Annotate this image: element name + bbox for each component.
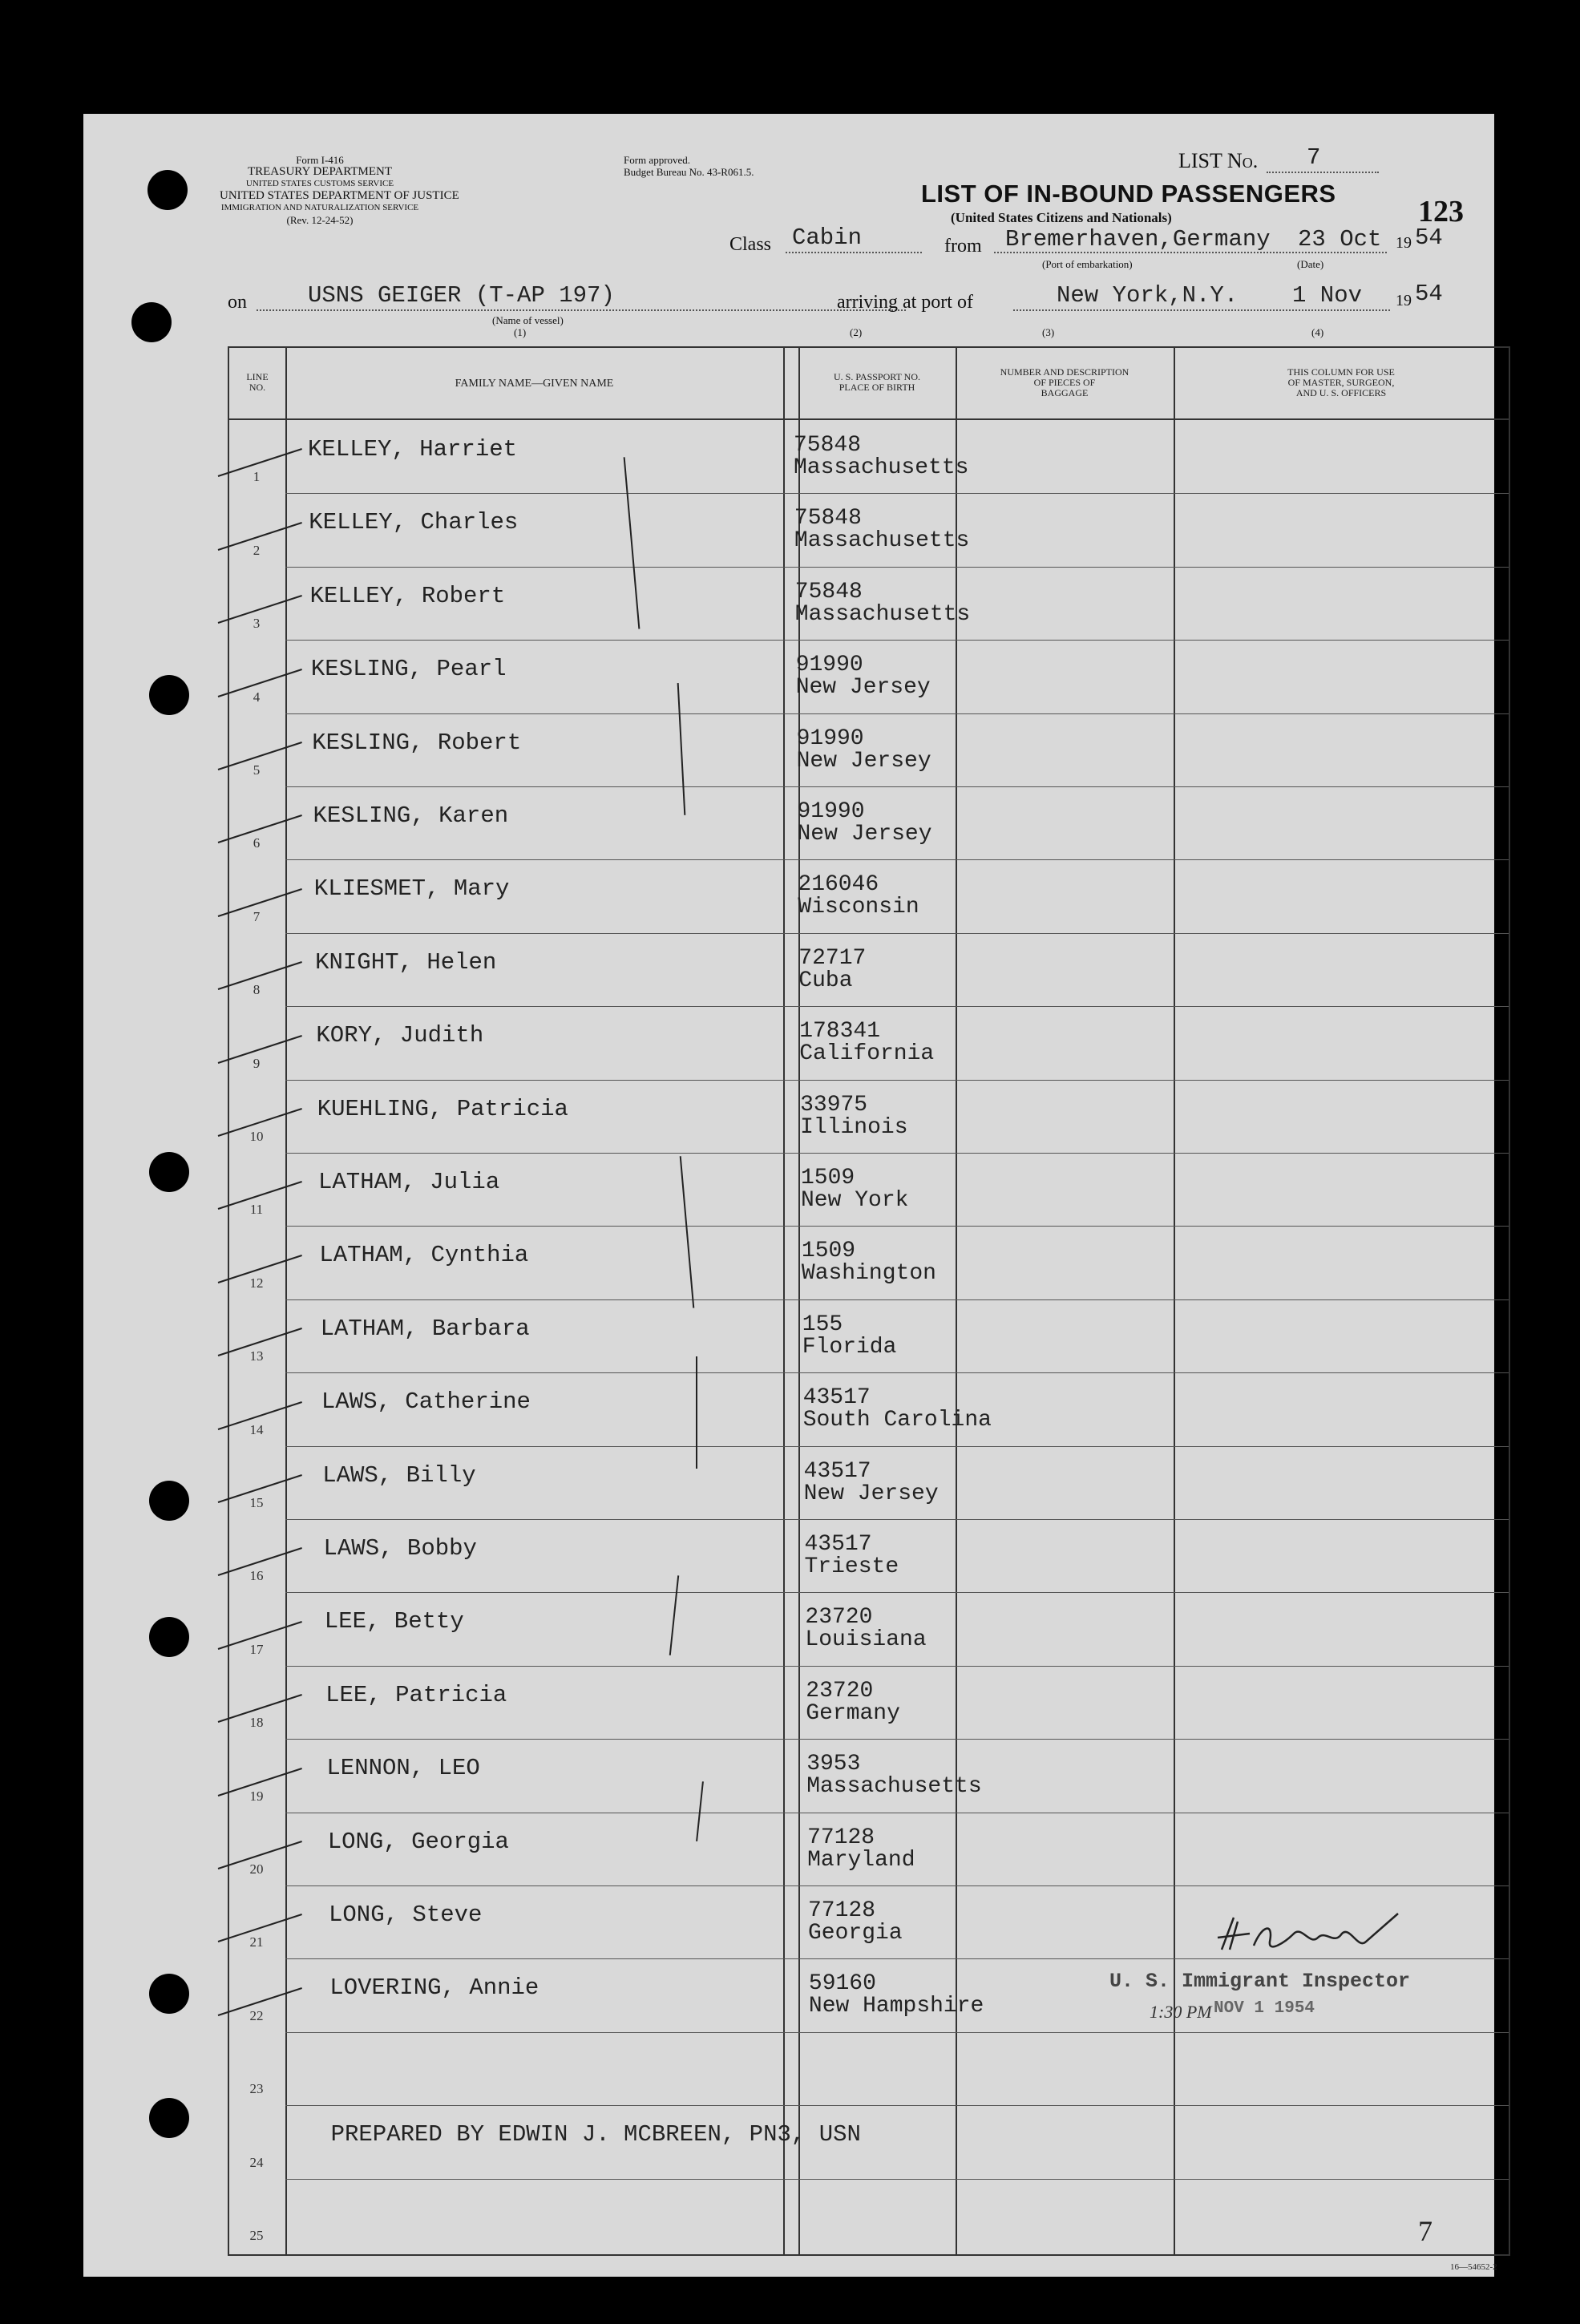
- vessel-caption: (Name of vessel): [492, 314, 564, 326]
- vessel-line: [257, 309, 906, 311]
- passenger-name: LATHAM, Cynthia: [319, 1242, 529, 1269]
- line-number: 10: [249, 1129, 264, 1144]
- row-rule: [285, 567, 1509, 568]
- place-of-birth: New Jersey: [796, 748, 931, 774]
- ink-mark: [696, 1356, 697, 1469]
- from-label: from: [944, 236, 982, 257]
- row-rule: [285, 1885, 1509, 1886]
- col-num-3: (3): [1042, 326, 1055, 338]
- form-number: Form I-416: [296, 154, 344, 166]
- line-number: 14: [249, 1421, 264, 1437]
- line-number: 8: [253, 982, 261, 998]
- line-number: 4: [253, 689, 261, 705]
- place-of-birth: Massachusetts: [794, 455, 969, 480]
- col-num-1: (1): [514, 326, 527, 338]
- place-of-birth: California: [799, 1041, 935, 1067]
- line-number: 18: [249, 1715, 264, 1731]
- row-rule: [285, 640, 1509, 641]
- passenger-name: LATHAM, Barbara: [320, 1315, 530, 1342]
- passenger-name: KELLEY, Harriet: [308, 436, 518, 463]
- form-sheet: [83, 114, 1497, 2277]
- page-number: 123: [1418, 195, 1464, 228]
- place-of-birth: Massachusetts: [794, 528, 970, 554]
- form-approved: Form approved.: [624, 154, 691, 166]
- date-caption: (Date): [1297, 258, 1324, 270]
- passport-number: 155: [802, 1312, 843, 1337]
- row-rule: [285, 493, 1509, 494]
- row-rule: [285, 1372, 1509, 1373]
- list-no-line: [1267, 172, 1379, 173]
- passport-number: 1509: [801, 1166, 855, 1190]
- passport-number: 59160: [808, 1971, 876, 1997]
- arrival-date: 1 Nov: [1292, 282, 1363, 309]
- passenger-name: KORY, Judith: [316, 1022, 484, 1049]
- passenger-name: LAWS, Bobby: [323, 1535, 477, 1562]
- place-of-birth: Wisconsin: [798, 895, 919, 920]
- row-rule: [285, 1153, 1509, 1154]
- approval-block: [624, 154, 754, 178]
- passport-number: 75848: [794, 579, 863, 604]
- place-of-birth: Louisiana: [805, 1627, 927, 1653]
- place-of-birth: Maryland: [807, 1847, 915, 1873]
- line-number: 1: [253, 469, 261, 485]
- passport-number: 1509: [801, 1239, 856, 1264]
- place-of-birth: Massachusetts: [794, 601, 971, 627]
- line-number: 20: [249, 1861, 264, 1877]
- embarkation-caption: (Port of embarkation): [1042, 258, 1133, 270]
- passenger-name: LAWS, Billy: [322, 1461, 476, 1489]
- passenger-name: KESLING, Karen: [313, 802, 509, 829]
- header-name: FAMILY NAME—GIVEN NAME: [455, 378, 614, 390]
- passenger-name: KELLEY, Robert: [309, 582, 506, 609]
- place-of-birth: Trieste: [804, 1554, 899, 1579]
- header-line-no: LINE NO.: [246, 371, 269, 393]
- passport-number: 178341: [799, 1019, 881, 1045]
- row-rule: [285, 1592, 1509, 1593]
- passport-number: 91990: [796, 725, 864, 751]
- row-rule: [285, 1080, 1509, 1081]
- passport-number: 75848: [794, 506, 862, 531]
- punch-hole: [149, 1974, 189, 2014]
- ins: IMMIGRATION AND NATURALIZATION SERVICE: [220, 203, 419, 212]
- treasury-dept: TREASURY DEPARTMENT: [247, 165, 393, 178]
- line-number: 6: [253, 835, 261, 851]
- arrival-port: New York,N.Y.: [1057, 282, 1239, 309]
- line-number: 17: [249, 1641, 264, 1657]
- col-num-4: (4): [1311, 326, 1324, 338]
- passport-number: 23720: [806, 1678, 874, 1704]
- form-title: LIST OF IN-BOUND PASSENGERS: [921, 180, 1336, 208]
- line-number: 12: [249, 1275, 264, 1291]
- on-label: on: [228, 292, 247, 313]
- header-rule: [229, 418, 1509, 420]
- place-of-birth: Florida: [802, 1334, 897, 1360]
- place-of-birth: Georgia: [808, 1921, 903, 1946]
- place-of-birth: New Jersey: [795, 675, 931, 701]
- row-rule: [285, 933, 1509, 934]
- passenger-name: LATHAM, Julia: [318, 1169, 500, 1195]
- list-label: LIST No.: [1178, 149, 1259, 172]
- list-number: 7: [1307, 144, 1321, 171]
- line-number: 24: [249, 2154, 264, 2170]
- place-of-birth: Illinois: [800, 1114, 908, 1140]
- passenger-name: PREPARED BY EDWIN J. MCBREEN, PN3, USN: [330, 2121, 861, 2148]
- place-of-birth: Massachusetts: [806, 1774, 982, 1800]
- stamp-time: 1:30 PM: [1150, 2002, 1212, 2022]
- col-divider: [956, 346, 957, 2256]
- passport-number: 33975: [800, 1092, 868, 1118]
- line-number: 5: [253, 762, 261, 778]
- row-rule: [285, 786, 1509, 787]
- row-rule: [285, 2105, 1509, 2106]
- passenger-name: LENNON, LEO: [326, 1755, 480, 1782]
- arrival-year: 54: [1415, 281, 1443, 307]
- form-block: [220, 154, 459, 226]
- place-of-birth: Germany: [806, 1700, 900, 1726]
- col-num-2: (2): [850, 326, 863, 338]
- embarkation-date: 23 Oct: [1298, 226, 1382, 253]
- inspector-stamp: U. S. Immigrant Inspector: [1109, 1970, 1411, 1993]
- row-rule: [285, 713, 1509, 714]
- row-rule: [285, 1666, 1509, 1667]
- punch-hole: [131, 302, 172, 342]
- vessel-name: USNS GEIGER (T-AP 197): [308, 282, 615, 309]
- passenger-name: LEE, Betty: [324, 1608, 464, 1635]
- header-baggage: NUMBER AND DESCRIPTION OF PIECES OF BAGGAGE: [1000, 366, 1129, 398]
- revision: (Rev. 12-24-52): [286, 214, 354, 226]
- row-rule: [285, 2179, 1509, 2180]
- line-number: 2: [253, 542, 261, 558]
- passenger-name: LEE, Patricia: [325, 1681, 507, 1708]
- passenger-name: LOVERING, Annie: [329, 1974, 539, 2002]
- line-number: 15: [249, 1495, 264, 1510]
- place-of-birth: New Jersey: [803, 1481, 939, 1506]
- punch-hole: [149, 675, 189, 715]
- arrival-line: [1013, 309, 1390, 311]
- col-divider: [285, 346, 287, 2256]
- line-number: 13: [249, 1348, 264, 1364]
- line-number: 9: [253, 1055, 261, 1071]
- passport-number: 91990: [795, 653, 863, 678]
- passenger-name: LONG, Steve: [329, 1902, 483, 1928]
- place-of-birth: New York: [801, 1188, 909, 1213]
- class-value: Cabin: [792, 224, 863, 251]
- passport-number: 72717: [798, 945, 867, 971]
- passport-number: 23720: [805, 1605, 873, 1631]
- line-number: 11: [249, 1202, 264, 1218]
- punch-hole: [147, 170, 188, 210]
- passport-number: 77128: [807, 1825, 875, 1850]
- passenger-name: LAWS, Catherine: [321, 1388, 531, 1416]
- header-passport: U. S. PASSPORT NO. PLACE OF BIRTH: [834, 371, 920, 393]
- place-of-birth: Washington: [801, 1261, 936, 1287]
- arrival-year-prefix: 19: [1396, 292, 1412, 309]
- line-number: 16: [249, 1568, 264, 1584]
- punch-hole: [149, 2098, 189, 2138]
- passport-number: 77128: [808, 1898, 876, 1923]
- punch-hole: [149, 1617, 189, 1657]
- passenger-name: KESLING, Pearl: [310, 656, 507, 683]
- place-of-birth: South Carolina: [802, 1408, 992, 1433]
- passport-number: 91990: [797, 799, 865, 824]
- stamp-date: NOV 1 1954: [1214, 1999, 1315, 2018]
- row-rule: [285, 1519, 1509, 1520]
- budget-bureau: Budget Bureau No. 43-R061.5.: [624, 166, 754, 178]
- place-of-birth: New Hampshire: [808, 1994, 984, 2019]
- class-label: Class: [729, 234, 772, 255]
- line-number: 21: [249, 1934, 264, 1950]
- form-subtitle: (United States Citizens and Nationals): [951, 210, 1172, 225]
- line-number: 3: [253, 616, 261, 632]
- punch-hole: [149, 1481, 189, 1521]
- embarkation-port: Bremerhaven,Germany: [1005, 226, 1271, 253]
- row-rule: [285, 1006, 1509, 1007]
- place-of-birth: New Jersey: [797, 822, 932, 847]
- passport-number: 43517: [802, 1385, 871, 1411]
- passenger-name: KNIGHT, Helen: [315, 948, 497, 976]
- passenger-name: KESLING, Robert: [312, 729, 522, 756]
- line-number: 22: [249, 2007, 264, 2023]
- embarkation-year: 54: [1415, 224, 1443, 251]
- arriving-label: arriving at port of: [837, 292, 973, 313]
- col-divider: [798, 346, 800, 2256]
- footer-code: 16—54652-2: [1450, 2262, 1497, 2272]
- row-rule: [285, 1226, 1509, 1227]
- header-officers: THIS COLUMN FOR USE OF MASTER, SURGEON, AND U. S. OFFICERS: [1287, 366, 1395, 398]
- line-number: 23: [249, 2081, 264, 2097]
- passenger-name: KLIESMET, Mary: [313, 875, 510, 903]
- row-rule: [285, 1299, 1509, 1300]
- passenger-name: LONG, Georgia: [327, 1828, 509, 1855]
- passport-number: 3953: [806, 1752, 861, 1777]
- row-rule: [285, 2032, 1509, 2033]
- footer-mark: 7: [1418, 2215, 1433, 2247]
- passport-number: 75848: [794, 433, 862, 458]
- row-rule: [285, 1739, 1509, 1740]
- line-number: 25: [249, 2228, 264, 2243]
- passenger-name: KUEHLING, Patricia: [317, 1095, 568, 1122]
- passport-number: 216046: [798, 872, 879, 898]
- passport-number: 43517: [804, 1532, 872, 1557]
- customs-service: UNITED STATES CUSTOMS SERVICE: [245, 179, 394, 188]
- justice-dept: UNITED STATES DEPARTMENT OF JUSTICE: [220, 189, 459, 202]
- row-rule: [285, 1446, 1509, 1447]
- line-number: 7: [253, 908, 261, 924]
- inspector-signature: [1214, 1910, 1406, 1974]
- col-divider: [783, 346, 785, 2256]
- year-prefix: 19: [1396, 234, 1412, 252]
- punch-hole: [149, 1152, 189, 1192]
- place-of-birth: Cuba: [798, 968, 853, 993]
- line-number: 19: [249, 1788, 264, 1804]
- row-rule: [285, 859, 1509, 860]
- passport-number: 43517: [803, 1458, 871, 1484]
- passenger-name: KELLEY, Charles: [309, 509, 519, 536]
- class-line: [786, 252, 922, 253]
